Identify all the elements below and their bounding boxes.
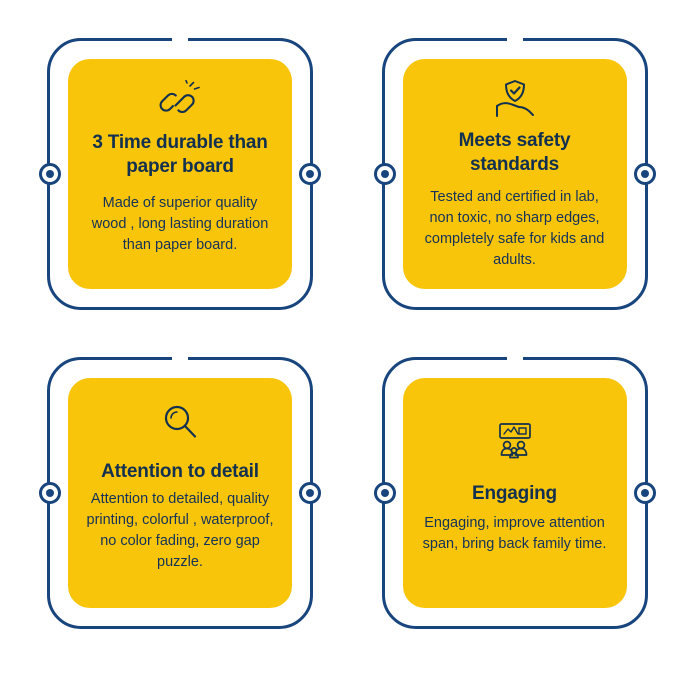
connector-dot-left <box>39 163 61 185</box>
frame-notch-top <box>507 355 523 364</box>
feature-card-1 <box>68 59 292 289</box>
feature-cell-1 <box>0 0 340 340</box>
chain-link-icon <box>158 79 202 123</box>
feature-description: Attention to detailed, quality printing, colorful , waterproof, no color fading, zero gap puzzle. <box>86 491 274 571</box>
connector-dot-left <box>39 482 61 504</box>
feature-card-2 <box>403 59 627 289</box>
connector-dot-right <box>299 482 321 504</box>
magnifying-glass-icon <box>158 400 202 444</box>
feature-frame-4 <box>382 357 648 629</box>
frame-notch-top <box>172 355 188 364</box>
connector-dot-right <box>299 163 321 185</box>
feature-cell-4 <box>340 340 679 679</box>
feature-card-4 <box>403 378 627 608</box>
family-on-screen-icon <box>493 418 537 462</box>
connector-dot-right <box>634 163 656 185</box>
frame-notch-top <box>507 36 523 45</box>
frame-notch-top <box>172 36 188 45</box>
feature-title: Meets safety standards <box>458 130 571 175</box>
shield-check-in-hand-icon <box>493 77 537 121</box>
connector-dot-left <box>374 163 396 185</box>
connector-dot-right <box>634 482 656 504</box>
feature-title: Attention to detail <box>101 460 259 482</box>
feature-title: 3 Time durable than paper board <box>92 132 268 177</box>
feature-description: Engaging, improve attention span, bring back family time. <box>422 515 607 553</box>
connector-dot-left <box>374 482 396 504</box>
feature-card-3 <box>68 378 292 608</box>
feature-description: Made of superior quality wood , long lasting duration than paper board. <box>91 194 269 253</box>
feature-cell-3 <box>0 340 340 679</box>
feature-title: Engaging <box>472 482 557 504</box>
feature-description: Tested and certified in lab, non toxic, no sharp edges, completely safe for kids and adults. <box>424 188 605 268</box>
feature-cell-2 <box>340 0 679 340</box>
feature-frame-3 <box>47 357 313 629</box>
feature-frame-1 <box>47 38 313 310</box>
feature-frame-2 <box>382 38 648 310</box>
